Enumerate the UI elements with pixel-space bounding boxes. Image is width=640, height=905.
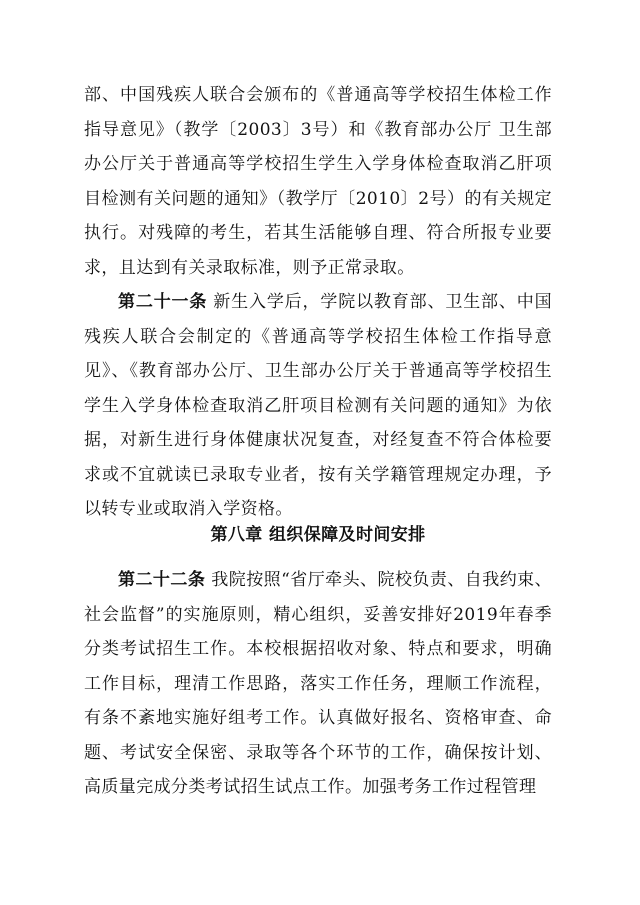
- article-22-number: 第二十二条: [118, 570, 206, 590]
- chapter-heading: 第八章 组织保障及时间安排: [210, 525, 426, 545]
- paragraph-continued: 部、中国残疾人联合会颁布的《普通高等学校招生体检工作指导意见》（教学〔2003〕3号）和《教育部办公厅 卫生部办公厅关于普通高等学校招生学生入学身体检查取消乙肝项目检测有关问题的通知》（教学厅〔2010〕2号）的有关规定执行。对残障的考生，若其生活能够自理、符合所报专业要求，且达到有关录取标准，则予正常录取。: [84, 85, 552, 278]
- article-21: [84, 285, 552, 527]
- article-21-number: 第二十一条: [118, 292, 208, 312]
- article-22: [84, 563, 552, 805]
- article-22-text: 我院按照“省厅牵头、院校负责、自我约束、社会监督”的实施原则，精心组织，妥善安排好2019年春季分类考试招生工作。本校根据招收对象、特点和要求，明确工作目标，理清工作思路，落实工作任务，理顺工作流程，有条不紊地实施好组考工作。认真做好报名、资格审查、命题、考试安全保密、录取等各个环节的工作，确保按计划、高质量完成分类考试招生试点工作。加强考务工作过程管理: [84, 570, 552, 797]
- article-21-text: 新生入学后，学院以教育部、卫生部、中国残疾人联合会制定的《普通高等学校招生体检工作指导意见》、《教育部办公厅、卫生部办公厅关于普通高等学校招生学生入学身体检查取消乙肝项目检测有关问题的通知》为依据，对新生进行身体健康状况复查，对经复查不符合体检要求或不宜就读已录取专业者，按有关学籍管理规定办理，予以转专业或取消入学资格。: [84, 292, 552, 519]
